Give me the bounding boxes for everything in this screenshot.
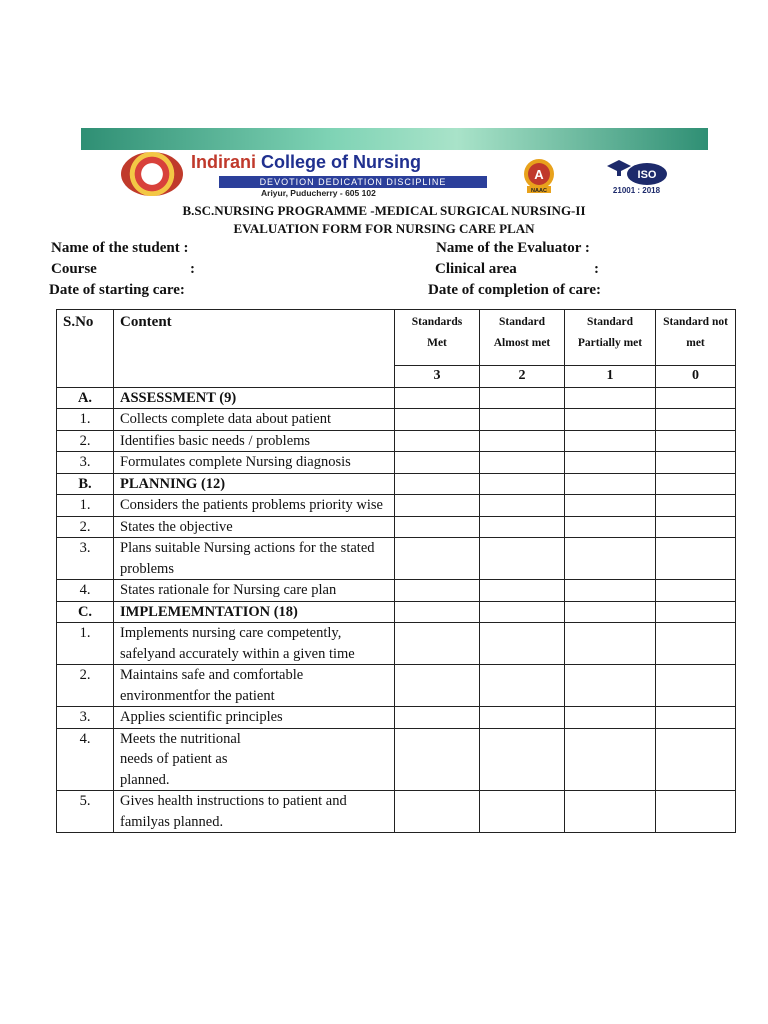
score-cell[interactable]	[480, 409, 565, 431]
table-row	[57, 516, 736, 538]
form-title: EVALUATION FORM FOR NURSING CARE PLAN	[233, 221, 535, 236]
score-value: 1	[565, 366, 656, 388]
score-cell[interactable]	[656, 665, 736, 707]
table-row	[57, 452, 736, 474]
row-sno: 3.	[57, 707, 114, 729]
table-row	[57, 791, 736, 833]
row-sno: 3.	[57, 452, 114, 474]
table-row	[57, 538, 736, 580]
score-cell[interactable]	[480, 516, 565, 538]
score-cell[interactable]	[480, 473, 565, 495]
row-content: Plans suitable Nursing actions for the stated problems	[114, 538, 395, 580]
score-cell[interactable]	[565, 728, 656, 791]
college-name-first: Indirani	[191, 152, 257, 172]
content-header: Content	[114, 310, 395, 388]
score-cell[interactable]	[395, 473, 480, 495]
row-content: Maintains safe and comfortable environmentfor the patient	[114, 665, 395, 707]
score-cell[interactable]	[480, 791, 565, 833]
course-colon: :	[190, 261, 195, 277]
evaluator-name-label: Name of the Evaluator :	[436, 240, 590, 256]
score-cell[interactable]	[656, 791, 736, 833]
score-cell[interactable]	[656, 409, 736, 431]
naac-label: NAAC	[531, 188, 547, 194]
score-cell[interactable]	[395, 409, 480, 431]
college-seal-icon	[121, 152, 183, 196]
row-sno: A.	[57, 387, 114, 409]
score-cell[interactable]	[395, 387, 480, 409]
score-cell[interactable]	[480, 665, 565, 707]
college-motto: DEVOTION DEDICATION DISCIPLINE	[219, 176, 487, 188]
course-label: Course	[51, 261, 97, 277]
score-cell[interactable]	[395, 580, 480, 602]
score-value: 3	[395, 366, 480, 388]
score-cell[interactable]	[565, 791, 656, 833]
score-cell[interactable]	[565, 601, 656, 623]
table-row	[57, 728, 736, 791]
programme-title: B.SC.NURSING PROGRAMME -MEDICAL SURGICAL NURSING-II	[182, 203, 586, 218]
table-row	[57, 665, 736, 707]
row-content: Meets the nutritional needs of patient as planned.	[114, 728, 395, 791]
score-cell[interactable]	[480, 601, 565, 623]
score-cell[interactable]	[395, 516, 480, 538]
row-content: Identifies basic needs / problems	[114, 430, 395, 452]
row-sno: 4.	[57, 728, 114, 791]
sno-header: S.No	[57, 310, 114, 388]
college-name	[191, 152, 421, 173]
row-content: IMPLEMEMNTATION (18)	[114, 601, 395, 623]
row-content: Considers the patients problems priority wise	[114, 495, 395, 517]
score-cell[interactable]	[480, 580, 565, 602]
row-content: Gives health instructions to patient and familyas planned.	[114, 791, 395, 833]
iso-label: ISO	[637, 169, 657, 181]
row-sno: 2.	[57, 430, 114, 452]
college-address: Ariyur, Puducherry - 605 102	[261, 188, 376, 198]
almost-met-header: Standard Almost met	[480, 310, 565, 366]
student-name-label: Name of the student :	[51, 240, 189, 256]
row-content: Formulates complete Nursing diagnosis	[114, 452, 395, 474]
row-content: States the objective	[114, 516, 395, 538]
score-cell[interactable]	[565, 430, 656, 452]
header-row	[57, 310, 736, 366]
row-sno: 4.	[57, 580, 114, 602]
score-cell[interactable]	[656, 601, 736, 623]
college-name-rest: College of Nursing	[261, 152, 422, 172]
score-cell[interactable]	[656, 623, 736, 665]
row-content: PLANNING (12)	[114, 473, 395, 495]
score-value: 0	[656, 366, 736, 388]
score-value: 2	[480, 366, 565, 388]
row-sno: 2.	[57, 665, 114, 707]
row-sno: 1.	[57, 409, 114, 431]
score-cell[interactable]	[565, 538, 656, 580]
score-cell[interactable]	[565, 452, 656, 474]
score-cell[interactable]	[656, 728, 736, 791]
table-row	[57, 430, 736, 452]
row-content: ASSESSMENT (9)	[114, 387, 395, 409]
naac-badge-icon	[519, 158, 559, 194]
table-row	[57, 409, 736, 431]
score-cell[interactable]	[395, 728, 480, 791]
score-cell[interactable]	[565, 495, 656, 517]
iso-certification: 21001 : 2018	[612, 186, 661, 195]
score-cell[interactable]	[395, 707, 480, 729]
table-row	[57, 495, 736, 517]
row-sno: B.	[57, 473, 114, 495]
score-cell[interactable]	[480, 728, 565, 791]
score-cell[interactable]	[656, 430, 736, 452]
row-sno: 1.	[57, 623, 114, 665]
table-row	[57, 623, 736, 665]
score-cell[interactable]	[480, 707, 565, 729]
score-cell[interactable]	[395, 601, 480, 623]
score-cell[interactable]	[395, 665, 480, 707]
score-cell[interactable]	[565, 623, 656, 665]
row-sno: C.	[57, 601, 114, 623]
row-content: States rationale for Nursing care plan	[114, 580, 395, 602]
score-cell[interactable]	[395, 452, 480, 474]
table-row	[57, 387, 736, 409]
table-row	[57, 707, 736, 729]
row-content: Applies scientific principles	[114, 707, 395, 729]
score-cell[interactable]	[565, 387, 656, 409]
start-date-label: Date of starting care:	[49, 282, 185, 298]
score-cell[interactable]	[480, 538, 565, 580]
score-cell[interactable]	[656, 387, 736, 409]
score-cell[interactable]	[565, 473, 656, 495]
evaluation-table	[56, 309, 736, 833]
naac-grade: A	[534, 167, 544, 182]
row-content: Collects complete data about patient	[114, 409, 395, 431]
score-cell[interactable]	[480, 495, 565, 517]
row-sno: 2.	[57, 516, 114, 538]
score-cell[interactable]	[395, 791, 480, 833]
score-cell[interactable]	[395, 623, 480, 665]
row-sno: 3.	[57, 538, 114, 580]
row-sno: 5.	[57, 791, 114, 833]
banner-strip	[81, 128, 708, 150]
score-cell[interactable]	[565, 516, 656, 538]
score-cell[interactable]	[656, 516, 736, 538]
score-cell[interactable]	[395, 538, 480, 580]
clinical-area-colon: :	[594, 261, 599, 277]
score-cell[interactable]	[565, 665, 656, 707]
score-cell[interactable]	[480, 430, 565, 452]
partially-met-header: Standard Partially met	[565, 310, 656, 366]
row-sno: 1.	[57, 495, 114, 517]
not-met-header: Standard not met	[656, 310, 736, 366]
row-content: Implements nursing care competently, safelyand accurately within a given time	[114, 623, 395, 665]
score-cell[interactable]	[480, 452, 565, 474]
score-cell[interactable]	[656, 538, 736, 580]
score-cell[interactable]	[656, 473, 736, 495]
clinical-area-label: Clinical area	[435, 261, 517, 277]
score-cell[interactable]	[656, 452, 736, 474]
college-banner	[81, 128, 708, 198]
standards-met-header: Standards Met	[395, 310, 480, 366]
table-row	[57, 601, 736, 623]
table-row	[57, 473, 736, 495]
score-cell[interactable]	[480, 387, 565, 409]
score-cell[interactable]	[480, 623, 565, 665]
completion-date-label: Date of completion of care:	[428, 282, 601, 298]
score-cell[interactable]	[565, 580, 656, 602]
score-cell[interactable]	[656, 707, 736, 729]
score-cell[interactable]	[565, 409, 656, 431]
score-cell[interactable]	[656, 580, 736, 602]
table-row	[57, 580, 736, 602]
score-cell[interactable]	[656, 495, 736, 517]
score-cell[interactable]	[395, 430, 480, 452]
score-cell[interactable]	[565, 707, 656, 729]
score-cell[interactable]	[395, 495, 480, 517]
